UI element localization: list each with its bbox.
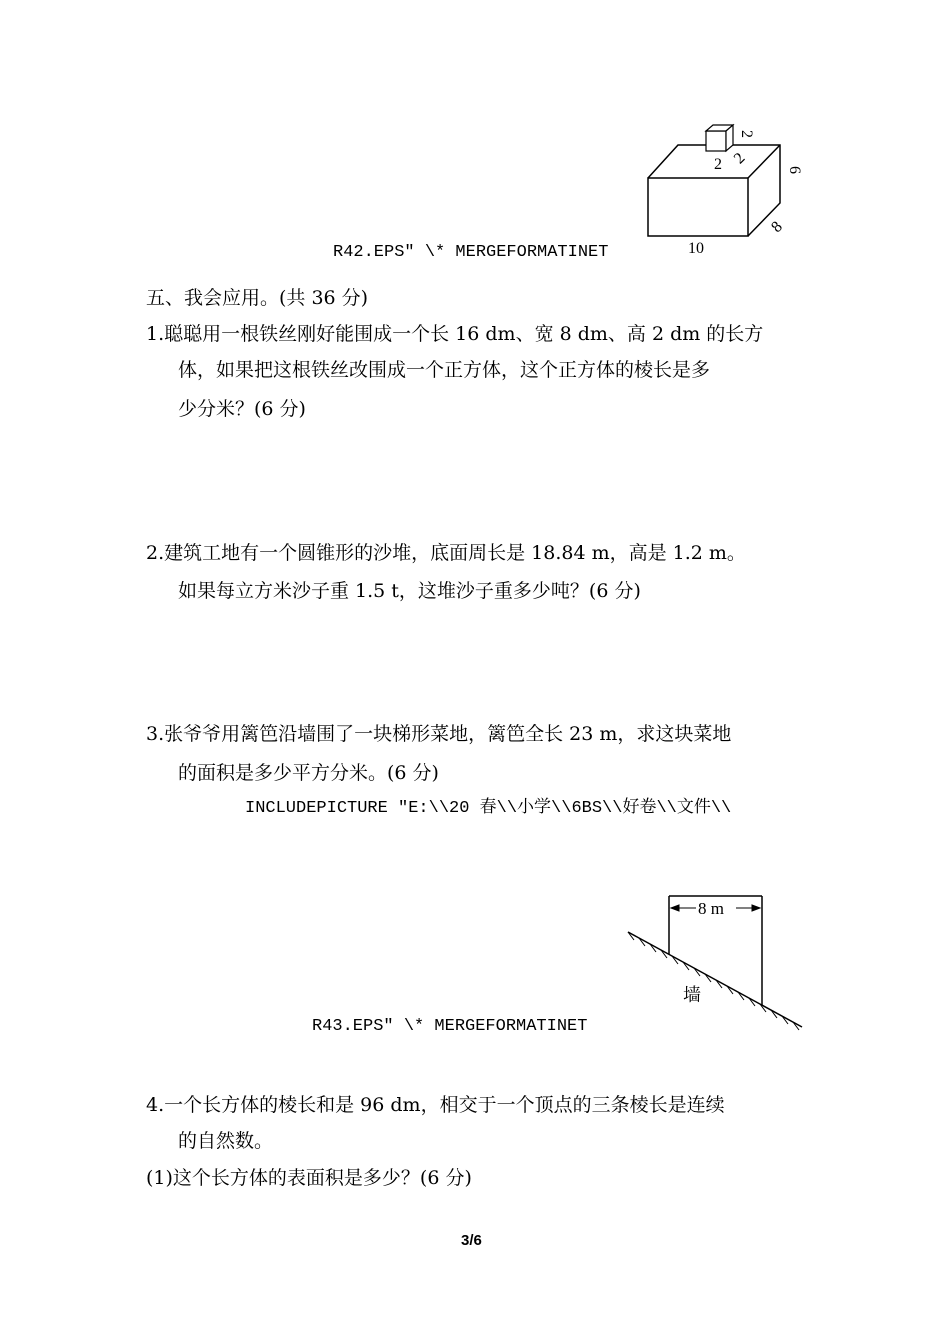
wall-line	[628, 932, 802, 1027]
label-wall: 墙	[683, 985, 701, 1005]
figure2-caption: R43.EPS" \* MERGEFORMATINET	[312, 1017, 588, 1036]
q2-line1: 2.建筑工地有一个圆锥形的沙堆，底面周长是 18.84 m，高是 1.2 m。	[146, 542, 746, 564]
page-number: 3/6	[461, 1232, 482, 1249]
label-length: 10	[688, 240, 704, 257]
label-8m: 8 m	[698, 899, 724, 918]
section5-heading: 五、我会应用。(共 36 分)	[146, 287, 369, 309]
q3-include-text: INCLUDEPICTURE "E:\\20 春\\小学\\6BS\\好卷\\文件\\	[245, 799, 732, 818]
label-small-h: 2	[738, 130, 755, 138]
trapezoid-fence-figure	[620, 890, 810, 1040]
q1-line1: 1.聪聪用一根铁丝刚好能围成一个长 16 dm、宽 8 dm、高 2 dm 的长方	[146, 323, 764, 345]
q2-line2: 如果每立方米沙子重 1.5 t，这堆沙子重多少吨？(6 分)	[178, 580, 641, 602]
q4-line1: 4.一个长方体的棱长和是 96 dm，相交于一个顶点的三条棱长是连续	[146, 1094, 725, 1116]
cuboid-figure	[640, 120, 810, 260]
q1-line2: 体，如果把这根铁丝改围成一个正方体，这个正方体的棱长是多	[178, 359, 711, 381]
figure1-caption: R42.EPS" \* MERGEFORMATINET	[333, 243, 609, 262]
q4-line2: 的自然数。	[178, 1130, 274, 1152]
q4-sub1: (1)这个长方体的表面积是多少？(6 分)	[146, 1167, 472, 1189]
small-cube-shape	[706, 125, 733, 151]
label-small-w: 2	[714, 156, 722, 173]
q1-line3: 少分米？(6 分)	[178, 398, 306, 420]
label-small-d: 2	[730, 149, 749, 168]
label-height: 6	[786, 166, 803, 174]
q3-line2: 的面积是多少平方分米。(6 分)	[178, 762, 439, 784]
label-depth: 8	[768, 218, 786, 236]
q3-line1: 3.张爷爷用篱笆沿墙围了一块梯形菜地，篱笆全长 23 m，求这块菜地	[146, 723, 732, 745]
